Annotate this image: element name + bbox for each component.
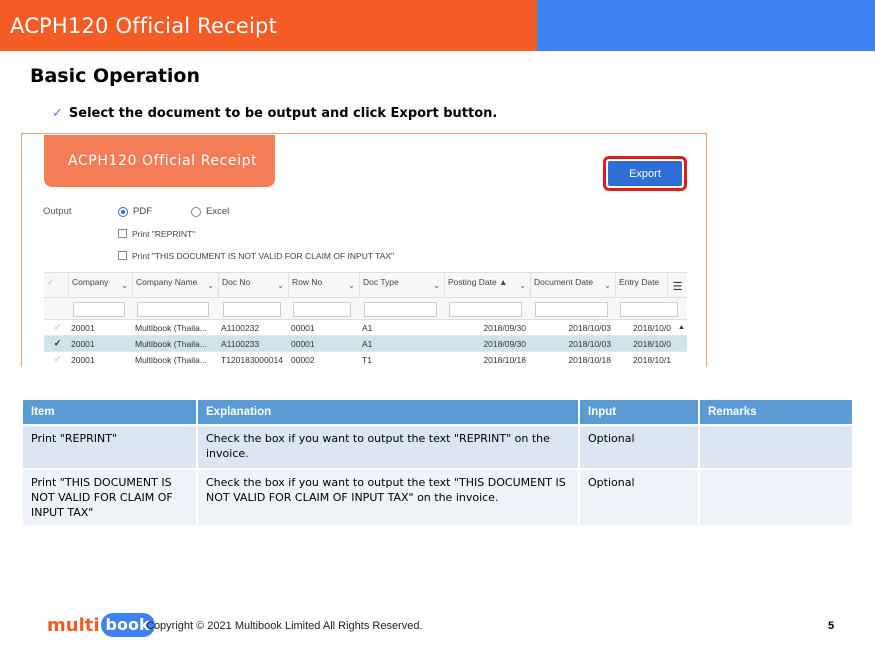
cell-document-date: 2018/10/03 (568, 338, 611, 349)
radio-excel-label: Excel (206, 206, 230, 217)
cell-input: Optional (580, 470, 698, 525)
grid-row-selected[interactable] (44, 336, 687, 352)
th-remarks: Remarks (700, 400, 852, 424)
explanation-table (21, 398, 854, 527)
logo-text-multi: multi (47, 614, 100, 636)
table-header-row (23, 400, 852, 424)
radio-pdf[interactable] (118, 207, 128, 217)
th-explanation: Explanation (198, 400, 578, 424)
chevron-down-icon: ⌄ (207, 281, 214, 290)
col-company[interactable] (68, 273, 132, 297)
col-company-name-label: Company Name (136, 277, 198, 287)
app-screenshot (21, 133, 707, 367)
col-entry-date-label: Entry Date (619, 277, 660, 287)
cell-remarks (700, 470, 852, 525)
output-label: Output (43, 206, 72, 217)
cell-company-name: Multibook (Thaila... (135, 354, 207, 365)
cell-doc-type: A1 (362, 338, 373, 349)
grid-header (44, 272, 687, 298)
row-check-icon[interactable]: ✓ (53, 338, 62, 348)
col-doc-type[interactable] (359, 273, 444, 297)
grid-filter-row (44, 298, 687, 320)
table-row (23, 426, 852, 468)
filter-company-name[interactable] (137, 302, 209, 317)
col-row-no[interactable] (288, 273, 359, 297)
select-all-check[interactable]: ✓ (47, 277, 55, 287)
cell-company: 20001 (71, 338, 95, 349)
cell-item: Print "THIS DOCUMENT IS NOT VALID FOR CLAIM OF INPUT TAX" (23, 470, 196, 525)
cell-explanation: Check the box if you want to output the text "THIS DOCUMENT IS NOT VALID FOR CLAIM OF INPUT TAX" on the invoice. (198, 470, 578, 525)
instruction-bullet (52, 106, 497, 121)
col-posting-date[interactable] (444, 273, 530, 297)
cell-doc-type: A1 (362, 322, 373, 333)
col-posting-date-label: Posting Date (448, 277, 497, 287)
filter-company[interactable] (73, 302, 125, 317)
th-input: Input (580, 400, 698, 424)
cell-row-no: 00001 (291, 338, 315, 349)
multibook-logo (47, 613, 155, 637)
radio-excel[interactable] (191, 207, 201, 217)
sort-asc-icon: ▲ (499, 277, 508, 287)
header-bar-blue (537, 0, 875, 51)
chevron-down-icon: ⌄ (433, 281, 440, 290)
filter-entry-date[interactable] (620, 302, 678, 317)
chevron-down-icon: ⌄ (519, 281, 526, 290)
instruction-text: Select the document to be output and click Export button. (68, 106, 498, 121)
checkmark-icon: ✓ (52, 106, 63, 121)
chevron-down-icon: ⌄ (121, 281, 128, 290)
grid-row[interactable] (44, 320, 687, 336)
row-check-icon[interactable]: ✓ (53, 354, 62, 364)
filter-doc-type[interactable] (364, 302, 437, 317)
app-banner-title: ACPH120 Official Receipt (68, 153, 258, 169)
col-company-label: Company (72, 277, 109, 287)
chevron-down-icon: ⌄ (604, 281, 611, 290)
section-title: Basic Operation (30, 65, 201, 87)
col-doc-no[interactable] (218, 273, 288, 297)
cell-posting-date: 2018/09/30 (483, 322, 526, 333)
grid-row[interactable] (44, 352, 687, 367)
export-highlight (603, 156, 687, 191)
cell-entry-date: 2018/10/1 (633, 354, 671, 365)
cell-doc-no: A1100233 (221, 338, 260, 349)
chevron-down-icon: ⌄ (348, 281, 355, 290)
cell-document-date: 2018/10/03 (568, 322, 611, 333)
export-button[interactable]: Export (608, 161, 682, 186)
grid-menu-icon[interactable]: ☰ (667, 273, 687, 299)
col-document-date-label: Document Date (534, 277, 594, 287)
page-number: 5 (828, 620, 835, 632)
chevron-down-icon: ⌄ (277, 281, 284, 290)
cell-row-no: 00002 (291, 354, 315, 365)
copyright-text: Copyright © 2021 Multibook Limited All Rights Reserved. (146, 620, 423, 632)
checkbox-not-valid[interactable] (118, 251, 127, 260)
cell-entry-date: 2018/10/0 (633, 338, 671, 349)
col-company-name[interactable] (132, 273, 218, 297)
checkbox-not-valid-label: Print "THIS DOCUMENT IS NOT VALID FOR CLAIM OF INPUT TAX" (132, 251, 395, 261)
col-document-date[interactable] (530, 273, 615, 297)
cell-company-name: Multibook (Thaila... (135, 322, 207, 333)
app-banner (44, 135, 275, 187)
cell-posting-date: 2018/10/18 (483, 354, 526, 365)
cell-item: Print "REPRINT" (23, 426, 196, 468)
filter-posting-date[interactable] (449, 302, 522, 317)
cell-doc-no: A1100232 (221, 322, 260, 333)
checkbox-reprint-label: Print "REPRINT" (132, 229, 196, 239)
col-doc-no-label: Doc No (222, 277, 251, 287)
cell-explanation: Check the box if you want to output the text "REPRINT" on the invoice. (198, 426, 578, 468)
table-row (23, 470, 852, 525)
cell-document-date: 2018/10/18 (568, 354, 611, 365)
cell-doc-type: T1 (362, 354, 372, 365)
cell-company: 20001 (71, 322, 95, 333)
col-doc-type-label: Doc Type (363, 277, 399, 287)
cell-doc-no: T120183000014 (221, 354, 283, 365)
radio-pdf-label: PDF (133, 206, 152, 217)
cell-posting-date: 2018/09/30 (483, 338, 526, 349)
cell-company-name: Multibook (Thaila... (135, 338, 207, 349)
filter-document-date[interactable] (535, 302, 608, 317)
cell-remarks (700, 426, 852, 468)
cell-entry-date: 2018/10/0 (633, 322, 671, 333)
th-item: Item (23, 400, 196, 424)
cell-row-no: 00001 (291, 322, 315, 333)
slide-title: ACPH120 Official Receipt (10, 14, 278, 38)
document-grid (44, 272, 687, 367)
cell-company: 20001 (71, 354, 95, 365)
row-check-icon[interactable]: ✓ (53, 322, 62, 332)
col-row-no-label: Row No (292, 277, 323, 287)
filter-row-no[interactable] (293, 302, 351, 317)
checkbox-reprint[interactable] (118, 229, 127, 238)
col-entry-date[interactable] (615, 273, 667, 297)
scroll-up-icon[interactable]: ▲ (678, 324, 685, 331)
filter-doc-no[interactable] (223, 302, 281, 317)
cell-input: Optional (580, 426, 698, 468)
logo-text-book: book (101, 613, 155, 637)
